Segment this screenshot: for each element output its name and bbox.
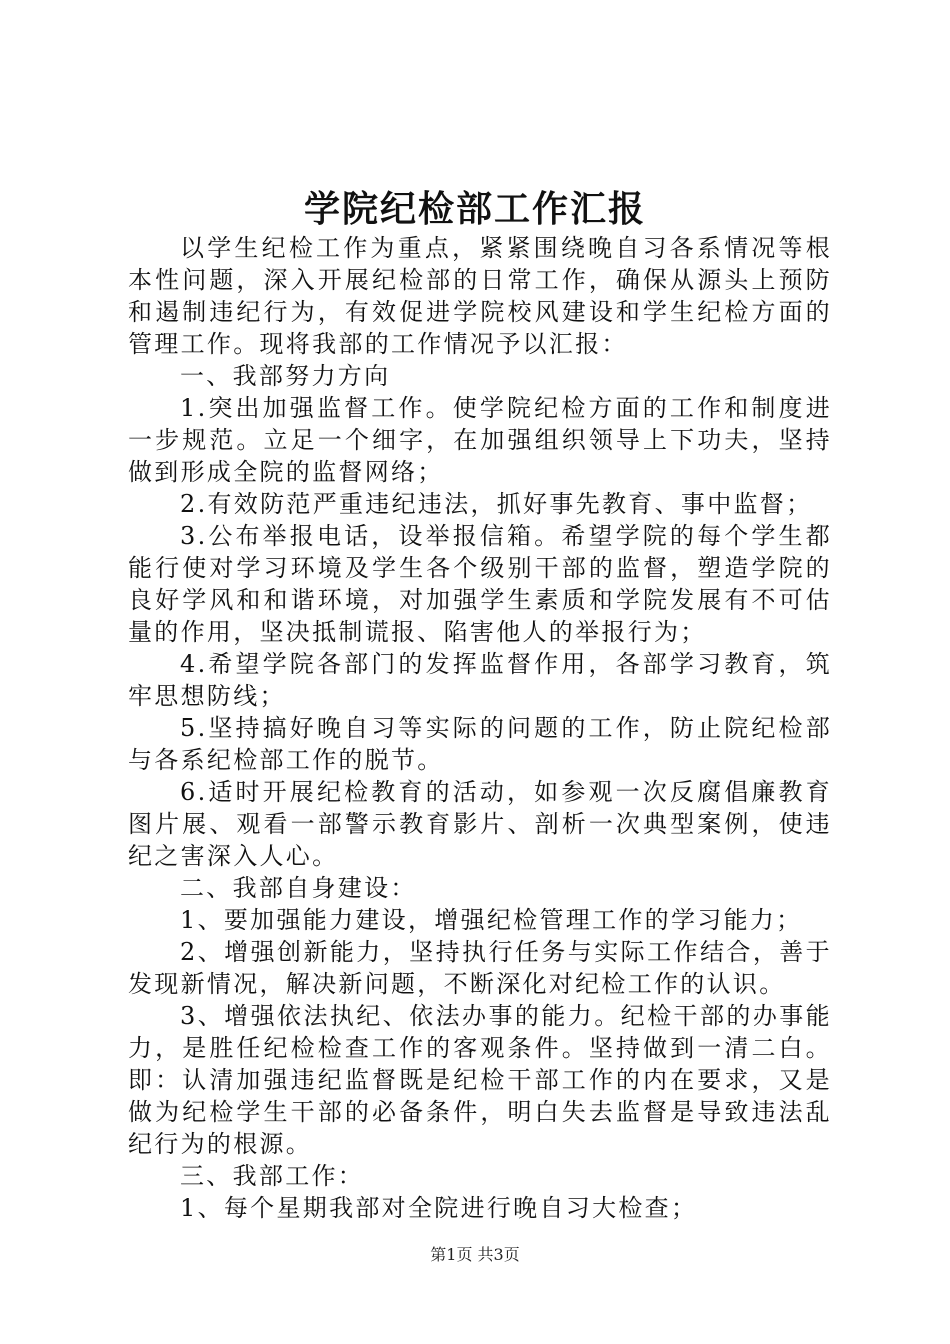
- paragraph-item: 6.适时开展纪检教育的活动，如参观一次反腐倡廉教育图片展、观看一部警示教育影片、剖析一次典型案例，使违纪之害深入人心。: [128, 778, 832, 870]
- paragraph-item: 1、要加强能力建设，增强纪检管理工作的学习能力；: [180, 906, 803, 934]
- page-number-footer: 第1页 共3页: [430, 1245, 520, 1264]
- section-heading-3: 三、我部工作：: [180, 1162, 365, 1190]
- paragraph-item: 2、增强创新能力，坚持执行任务与实际工作结合，善于发现新情况，解决新问题，不断深化对纪检工作的认识。: [128, 938, 832, 998]
- paragraph-intro: 以学生纪检工作为重点，紧紧围绕晚自习各系情况等根本性问题，深入开展纪检部的日常工作，确保从源头上预防和遏制违纪行为，有效促进学院校风建设和学生纪检方面的管理工作。现将我部的工作情况予以汇报：: [128, 234, 832, 358]
- document-body: [128, 232, 832, 1224]
- paragraph-item: 3.公布举报电话，设举报信箱。希望学院的每个学生都能行使对学习环境及学生各个级别干部的监督，塑造学院的良好学风和和谐环境，对加强学生素质和学院发展有不可估量的作用，坚决抵制谎报、陷害他人的举报行为；: [128, 522, 832, 646]
- paragraph-item: 2.有效防范严重违纪违法，抓好事先教育、事中监督；: [180, 490, 813, 518]
- paragraph-item: 3、增强依法执纪、依法办事的能力。纪检干部的办事能力，是胜任纪检检查工作的客观条件。坚持做到一清二白。即：认清加强违纪监督既是纪检干部工作的内在要求，又是做为纪检学生干部的必备条件，明白失去监督是导致违法乱纪行为的根源。: [128, 1002, 832, 1158]
- section-heading-1: 一、我部努力方向: [180, 362, 391, 390]
- paragraph-item: 1.突出加强监督工作。使学院纪检方面的工作和制度进一步规范。立足一个细字，在加强组织领导上下功夫，坚持做到形成全院的监督网络；: [128, 394, 832, 486]
- section-heading-2: 二、我部自身建设：: [180, 874, 417, 902]
- paragraph-item: 4.希望学院各部门的发挥监督作用，各部学习教育，筑牢思想防线；: [128, 650, 832, 710]
- document-title: 学院纪检部工作汇报: [303, 188, 646, 230]
- paragraph-item: 1、每个星期我部对全院进行晚自习大检查；: [180, 1194, 698, 1222]
- paragraph-item: 5.坚持搞好晚自习等实际的问题的工作，防止院纪检部与各系纪检部工作的脱节。: [128, 714, 832, 774]
